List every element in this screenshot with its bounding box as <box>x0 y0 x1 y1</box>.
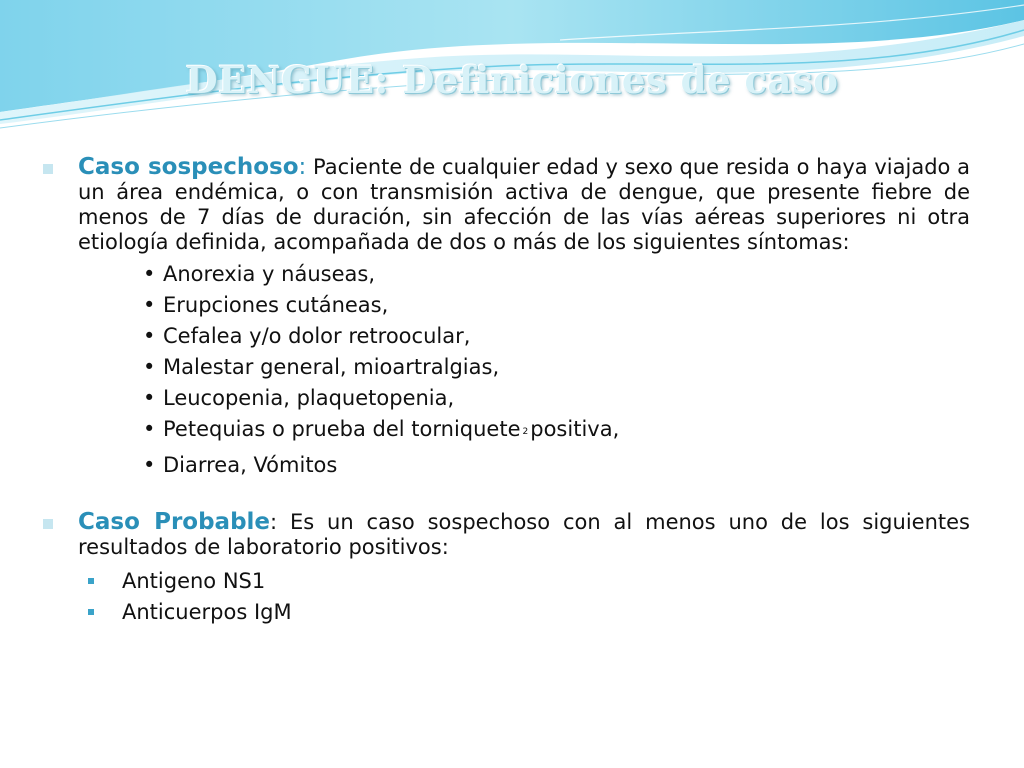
bullet-dot-icon: • <box>143 355 156 379</box>
list-item <box>143 259 970 290</box>
suspected-case-term: Caso sospechoso <box>78 154 299 180</box>
lab-result-text: Antigeno NS1 <box>122 569 266 593</box>
symptom-text: Petequias o prueba del torniquete <box>163 417 521 441</box>
small-square-bullet-icon <box>88 578 94 584</box>
list-item <box>88 566 970 597</box>
symptom-text: Diarrea, Vómitos <box>163 453 338 477</box>
list-item <box>143 414 970 450</box>
lab-result-list <box>78 566 970 628</box>
small-square-bullet-icon <box>88 609 94 615</box>
symptom-text: Malestar general, mioartralgias, <box>163 355 500 379</box>
square-bullet-icon <box>43 519 53 529</box>
suspected-case-paragraph <box>78 155 970 255</box>
probable-case-definition: : Es un caso sospechoso con al menos uno de los siguientes resultados de laboratorio positivos: <box>78 510 970 559</box>
list-item <box>143 450 970 481</box>
bullet-dot-icon: • <box>143 324 156 348</box>
symptom-list <box>78 259 970 481</box>
list-item <box>143 290 970 321</box>
symptom-text: Cefalea y/o dolor retroocular, <box>163 324 471 348</box>
bullet-dot-icon: • <box>143 262 156 286</box>
suspected-case-colon: : <box>298 154 307 180</box>
list-item <box>143 321 970 352</box>
probable-case-term: Caso Probable <box>78 509 271 535</box>
symptom-text: Leucopenia, plaquetopenia, <box>163 386 455 410</box>
suspected-case-block <box>40 155 970 481</box>
bullet-dot-icon: • <box>143 453 156 477</box>
bullet-dot-icon: • <box>143 417 156 441</box>
list-item <box>143 352 970 383</box>
slide-title: DENGUE: Definiciones de caso <box>185 58 839 102</box>
symptom-text: Anorexia y náuseas, <box>163 262 375 286</box>
symptom-text: Erupciones cutáneas, <box>163 293 389 317</box>
square-bullet-icon <box>43 164 53 174</box>
slide-content <box>40 155 970 628</box>
list-item <box>143 383 970 414</box>
suspected-case-definition: Paciente de cualquier edad y sexo que resida o haya viajado a un área endémica, o con transmisión activa de dengue, que presente fiebre de menos de 7 días de duración, sin afección de las vías aéreas superiores ni otra etiología definida, acompañada de dos o más de los siguientes síntomas: <box>78 155 970 254</box>
lab-result-text: Anticuerpos IgM <box>122 600 292 624</box>
bullet-dot-icon: • <box>143 293 156 317</box>
footnote-marker: 2 <box>522 427 529 437</box>
list-item <box>88 597 970 628</box>
probable-case-paragraph <box>78 510 970 560</box>
probable-case-block <box>40 510 970 628</box>
symptom-suffix: positiva, <box>530 417 620 441</box>
bullet-dot-icon: • <box>143 386 156 410</box>
